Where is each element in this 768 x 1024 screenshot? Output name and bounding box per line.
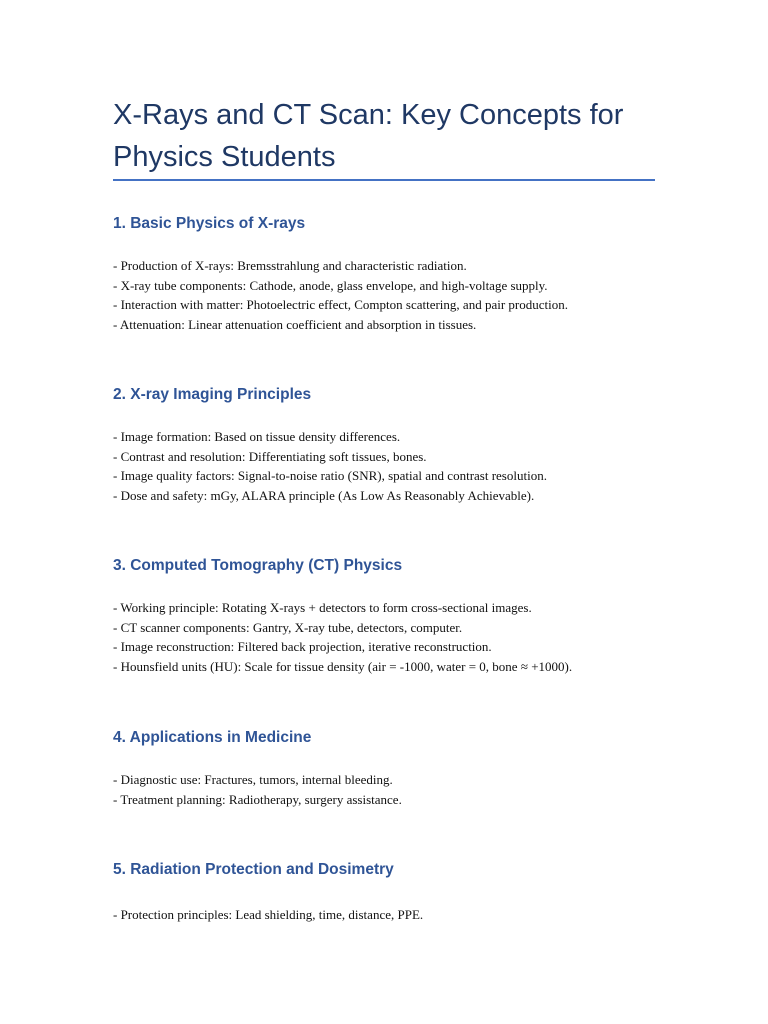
section-item-list (113, 256, 673, 334)
section-ct-physics (113, 556, 673, 674)
section-item-list (113, 905, 673, 925)
list-item: - CT scanner components: Gantry, X-ray tube, detectors, computer. (113, 619, 463, 635)
list-item: - X-ray tube components: Cathode, anode, glass envelope, and high-voltage supply. (113, 277, 548, 293)
section-heading: 5. Radiation Protection and Dosimetry (113, 861, 394, 878)
list-item: - Working principle: Rotating X-rays + detectors to form cross-sectional images. (113, 600, 532, 615)
section-item-list (113, 770, 673, 809)
list-item: - Hounsfield units (HU): Scale for tissue density (air = -1000, water = 0, bone ≈ +1000). (113, 658, 573, 674)
list-item: - Protection principles: Lead shielding, time, distance, PPE. (113, 907, 424, 922)
section-applications (113, 728, 673, 807)
section-radiation-protection (113, 860, 673, 922)
list-item: - Image quality factors: Signal-to-noise ratio (SNR), spatial and contrast resolution. (113, 468, 547, 483)
section-item-list (113, 427, 673, 505)
section-heading: 2. X-ray Imaging Principles (113, 386, 312, 403)
list-item: - Treatment planning: Radiotherapy, surgery assistance. (113, 791, 402, 807)
section-imaging-principles (113, 385, 673, 503)
section-heading: 1. Basic Physics of X-rays (113, 215, 306, 232)
document-title-line-1: X-Rays and CT Scan: Key Concepts for (113, 99, 624, 131)
list-item: - Attenuation: Linear attenuation coefficient and absorption in tissues. (113, 316, 477, 332)
title-underline-rule (113, 179, 655, 181)
section-heading: 3. Computed Tomography (CT) Physics (113, 557, 403, 574)
document-title (113, 94, 673, 178)
list-item: - Dose and safety: mGy, ALARA principle (As Low As Reasonably Achievable). (113, 487, 535, 503)
list-item: - Production of X-rays: Bremsstrahlung and characteristic radiation. (113, 258, 467, 273)
list-item: - Contrast and resolution: Differentiating soft tissues, bones. (113, 448, 427, 464)
list-item: - Image reconstruction: Filtered back projection, iterative reconstruction. (113, 639, 492, 654)
list-item: - Diagnostic use: Fractures, tumors, internal bleeding. (113, 772, 393, 787)
section-item-list (113, 598, 673, 676)
list-item: - Image formation: Based on tissue density differences. (113, 429, 401, 444)
list-item: - Interaction with matter: Photoelectric effect, Compton scattering, and pair production. (113, 297, 568, 312)
document-title-line-2: Physics Students (113, 141, 336, 173)
section-heading: 4. Applications in Medicine (113, 729, 312, 746)
section-basic-physics (113, 214, 673, 332)
